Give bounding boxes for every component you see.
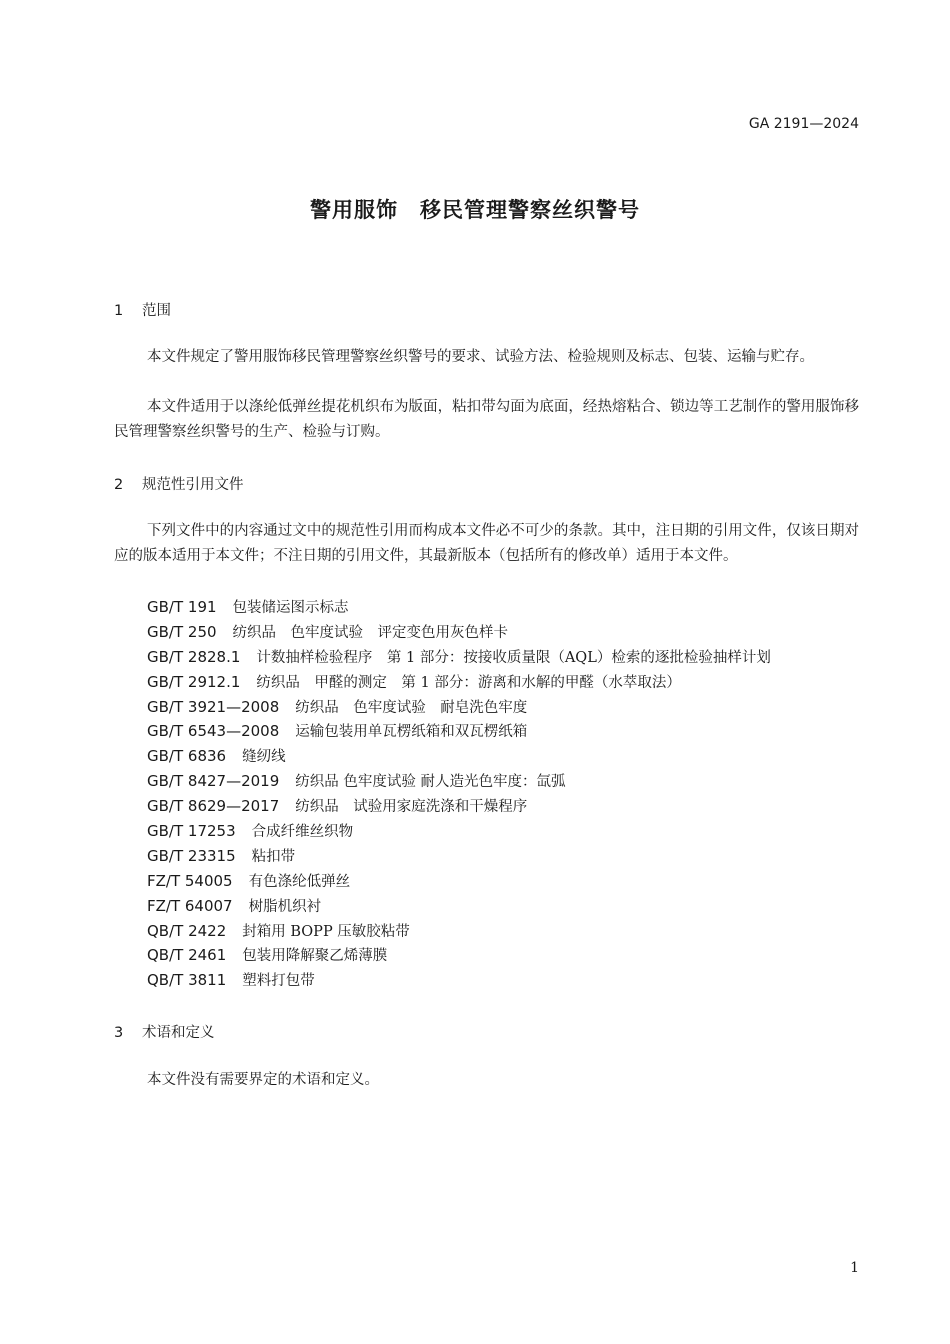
reference-title: 塑料打包带 [242,973,315,990]
page-title: 警用服饰 移民管理警察丝织警号 [310,198,640,222]
section-heading-normative [114,473,244,494]
reference-title: 计数抽样检验程序 第 1 部分：按接收质量限（AQL）检索的逐批检验抽样计划 [256,649,771,666]
reference-title: 封箱用 BOPP 压敏胶粘带 [242,923,410,940]
reference-item [147,919,771,944]
section-number: 3 [114,1025,124,1041]
reference-title: 纺织品 色牢度试验 耐皂洗色牢度 [295,699,528,716]
reference-code: GB/T 6543—2008 [147,722,280,741]
reference-code: FZ/T 54005 [147,871,233,890]
reference-title: 有色涤纶低弹丝 [248,873,351,890]
reference-title: 运输包装用单瓦楞纸箱和双瓦楞纸箱 [295,724,528,741]
reference-title: 粘扣带 [251,848,296,865]
document-code: GA 2191—2024 [748,116,859,132]
reference-item [147,968,771,993]
reference-title: 纺织品 色牢度试验 评定变色用灰色样卡 [232,624,509,641]
reference-title: 缝纫线 [242,749,286,766]
normative-intro-paragraph: 下列文件中的内容通过文中的规范性引用而构成本文件必不可少的条款。其中，注日期的引用文件，仅该日期对应的版本适用于本文件；不注日期的引用文件，其最新版本（包括所有的修改单）适用于本文件。 [114,523,859,564]
scope-paragraph-1: 本文件规定了警用服饰移民管理警察丝织警号的要求、试验方法、检验规则及标志、包装、运输与贮存。 [147,349,814,365]
section-title: 规范性引用文件 [142,477,244,493]
reference-item [147,744,771,769]
reference-code: GB/T 3921—2008 [147,697,280,716]
reference-item [147,670,771,695]
reference-item [147,645,771,670]
terms-paragraph-1: 本文件没有需要界定的术语和定义。 [147,1072,379,1088]
reference-title: 包装储运图示标志 [232,600,349,616]
reference-item [147,794,771,819]
reference-title: 纺织品 色牢度试验 耐人造光色牢度：氙弧 [295,774,566,791]
reference-item [147,620,771,645]
reference-item [147,719,771,744]
reference-code: GB/T 2828.1 [147,647,241,666]
reference-code: GB/T 191 [147,598,217,616]
section-title: 术语和定义 [142,1025,215,1041]
reference-title: 树脂机织衬 [248,898,322,915]
reference-item [147,869,771,894]
reference-code: QB/T 2461 [147,946,227,965]
reference-item [147,695,771,720]
reference-item [147,819,771,844]
section-heading-terms [114,1021,215,1042]
reference-title: 纺织品 甲醛的测定 第 1 部分：游离和水解的甲醛（水萃取法） [256,674,681,691]
section-number: 2 [114,477,124,493]
reference-item [147,894,771,919]
reference-title: 纺织品 试验用家庭洗涤和干燥程序 [295,799,528,816]
reference-code: GB/T 6836 [147,747,227,766]
reference-code: GB/T 17253 [147,822,236,841]
scope-paragraph-2: 本文件适用于以涤纶低弹丝提花机织布为版面，粘扣带勾面为底面，经热熔粘合、锁边等工艺制作的警用服饰移民管理警察丝织警号的生产、检验与订购。 [114,399,859,440]
reference-item [147,595,771,620]
section-number: 1 [114,303,124,319]
section-title: 范围 [142,303,171,319]
page-number: 1 [850,1260,859,1276]
reference-code: GB/T 250 [147,622,217,641]
reference-code: GB/T 8629—2017 [147,797,280,816]
reference-title: 合成纤维丝织物 [251,824,354,841]
reference-title: 包装用降解聚乙烯薄膜 [242,948,388,965]
reference-code: QB/T 3811 [147,971,227,990]
reference-code: FZ/T 64007 [147,896,233,915]
reference-code: GB/T 8427—2019 [147,772,280,791]
reference-list [147,595,771,993]
section-heading-scope [114,299,171,320]
reference-code: GB/T 2912.1 [147,672,241,691]
reference-code: QB/T 2422 [147,921,227,940]
reference-item [147,844,771,869]
reference-item [147,943,771,968]
reference-code: GB/T 23315 [147,846,236,865]
reference-item [147,769,771,794]
